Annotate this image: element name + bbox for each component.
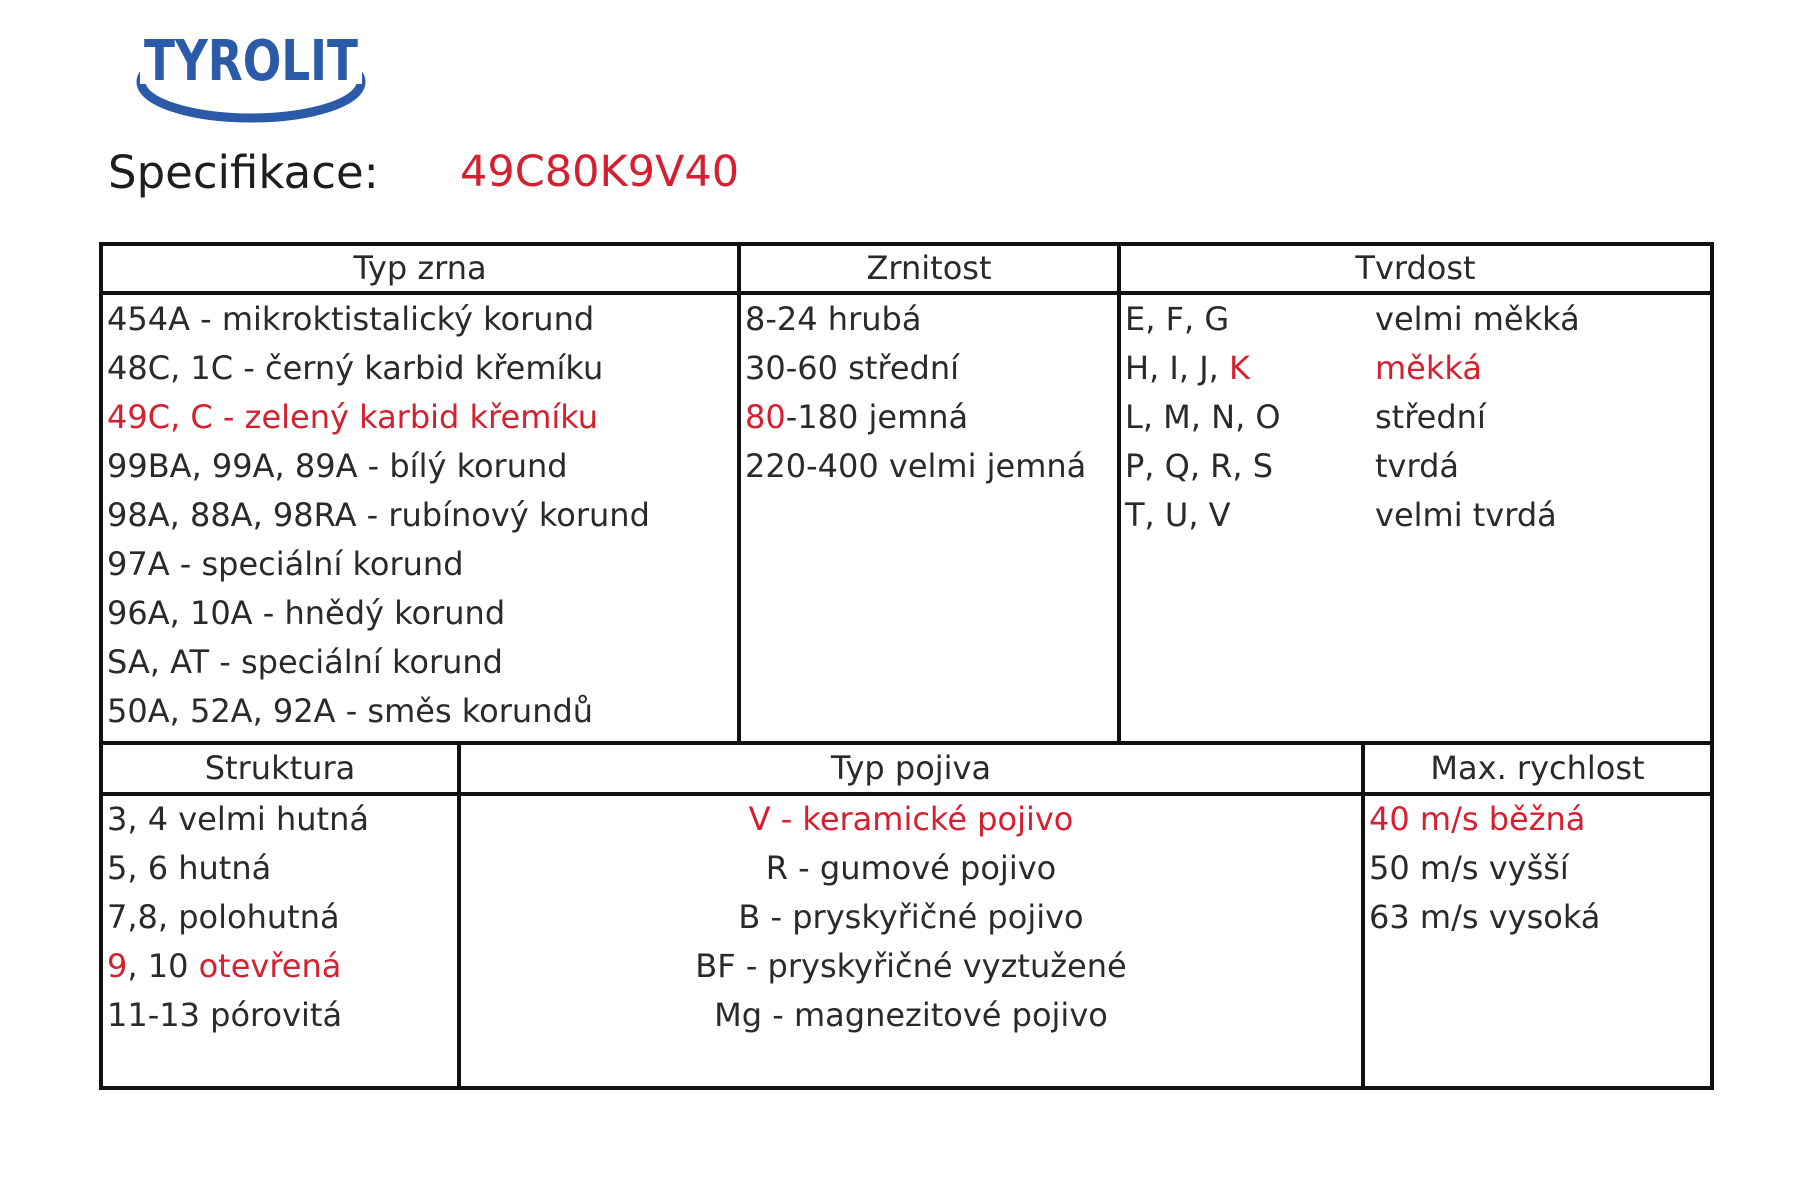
grain-row: 48C, 1C - černý karbid křemíku [107,349,604,387]
hardness-code: E, F, G [1125,300,1230,338]
speed-row: 63 m/s vysoká [1369,898,1601,936]
structure-row: 3, 4 velmi hutná [107,800,369,838]
header-zrnitost: Zrnitost [741,246,1117,295]
bond-row: B - pryskyřičné pojivo [738,898,1084,936]
hardness-desc: tvrdá [1375,447,1459,485]
grit-row-rest: -180 jemná [785,398,969,436]
grit-selected-value: 80 [745,398,786,436]
hardness-row [1125,491,1710,540]
header-typ-zrna: Typ zrna [103,246,737,295]
grain-row: 96A, 10A - hnědý korund [107,594,506,632]
grit-row [745,393,1117,442]
hardness-code: L, M, N, O [1125,398,1281,436]
column-typ-zrna [103,246,737,741]
column-struktura [103,745,457,1086]
bond-row-selected: V - keramické pojivo [748,800,1074,838]
hardness-row-selected [1125,344,1710,393]
specification-row [108,142,739,202]
grain-row-selected: 49C, C - zelený karbid křemíku [107,398,599,436]
logo-text: TYROLIT [144,29,358,94]
structure-selected-value: 9 [107,947,128,985]
spec-code: 49C80K9V40 [460,147,740,197]
header-typ-pojiva: Typ pojiva [461,745,1361,796]
speed-row-selected: 40 m/s běžná [1369,800,1586,838]
column-tvrdost [1117,246,1710,741]
hardness-code: T, U, V [1125,496,1231,534]
speed-row: 50 m/s vyšší [1369,849,1569,887]
column-typ-pojiva [457,745,1361,1086]
grain-row: 50A, 52A, 92A - směs korundů [107,692,594,730]
hardness-row [1125,393,1710,442]
grain-row: 97A - speciální korund [107,545,464,583]
grain-row: SA, AT - speciální korund [107,643,503,681]
structure-selected-desc: otevřená [198,947,342,985]
header-max-rychlost: Max. rychlost [1365,745,1710,796]
bond-row: BF - pryskyřičné vyztužené [695,947,1127,985]
column-max-rychlost [1361,745,1710,1086]
structure-row-mid: , 10 [127,947,199,985]
bond-row: R - gumové pojivo [765,849,1057,887]
structure-row: 5, 6 hutná [107,849,272,887]
hardness-code: P, Q, R, S [1125,447,1274,485]
grain-row: 98A, 88A, 98RA - rubínový korund [107,496,650,534]
hardness-desc: velmi měkká [1375,300,1580,338]
table-bottom [99,741,1714,1090]
grain-row: 454A - mikroktistalický korund [107,300,595,338]
structure-row: 7,8, polohutná [107,898,340,936]
table-top [99,242,1714,745]
spec-label: Specifikace: [108,145,379,199]
hardness-row [1125,442,1710,491]
tyrolit-logo [136,22,366,122]
hardness-code-selected: K [1228,349,1250,387]
structure-row-selected [107,943,457,992]
grit-row: 30-60 střední [745,349,959,387]
hardness-code [1125,344,1375,393]
hardness-desc: měkká [1375,349,1482,387]
hardness-row [1125,295,1710,344]
structure-row: 11-13 pórovitá [107,996,343,1034]
hardness-code-plain: H, I, J, [1125,349,1229,387]
header-struktura: Struktura [103,745,457,796]
hardness-desc: velmi tvrdá [1375,496,1557,534]
grain-row: 99BA, 99A, 89A - bílý korund [107,447,568,485]
grit-row: 8-24 hrubá [745,300,922,338]
grit-row: 220-400 velmi jemná [745,447,1087,485]
column-zrnitost [737,246,1117,741]
hardness-desc: střední [1375,398,1486,436]
header-tvrdost: Tvrdost [1121,246,1710,295]
bond-row: Mg - magnezitové pojivo [714,996,1108,1034]
